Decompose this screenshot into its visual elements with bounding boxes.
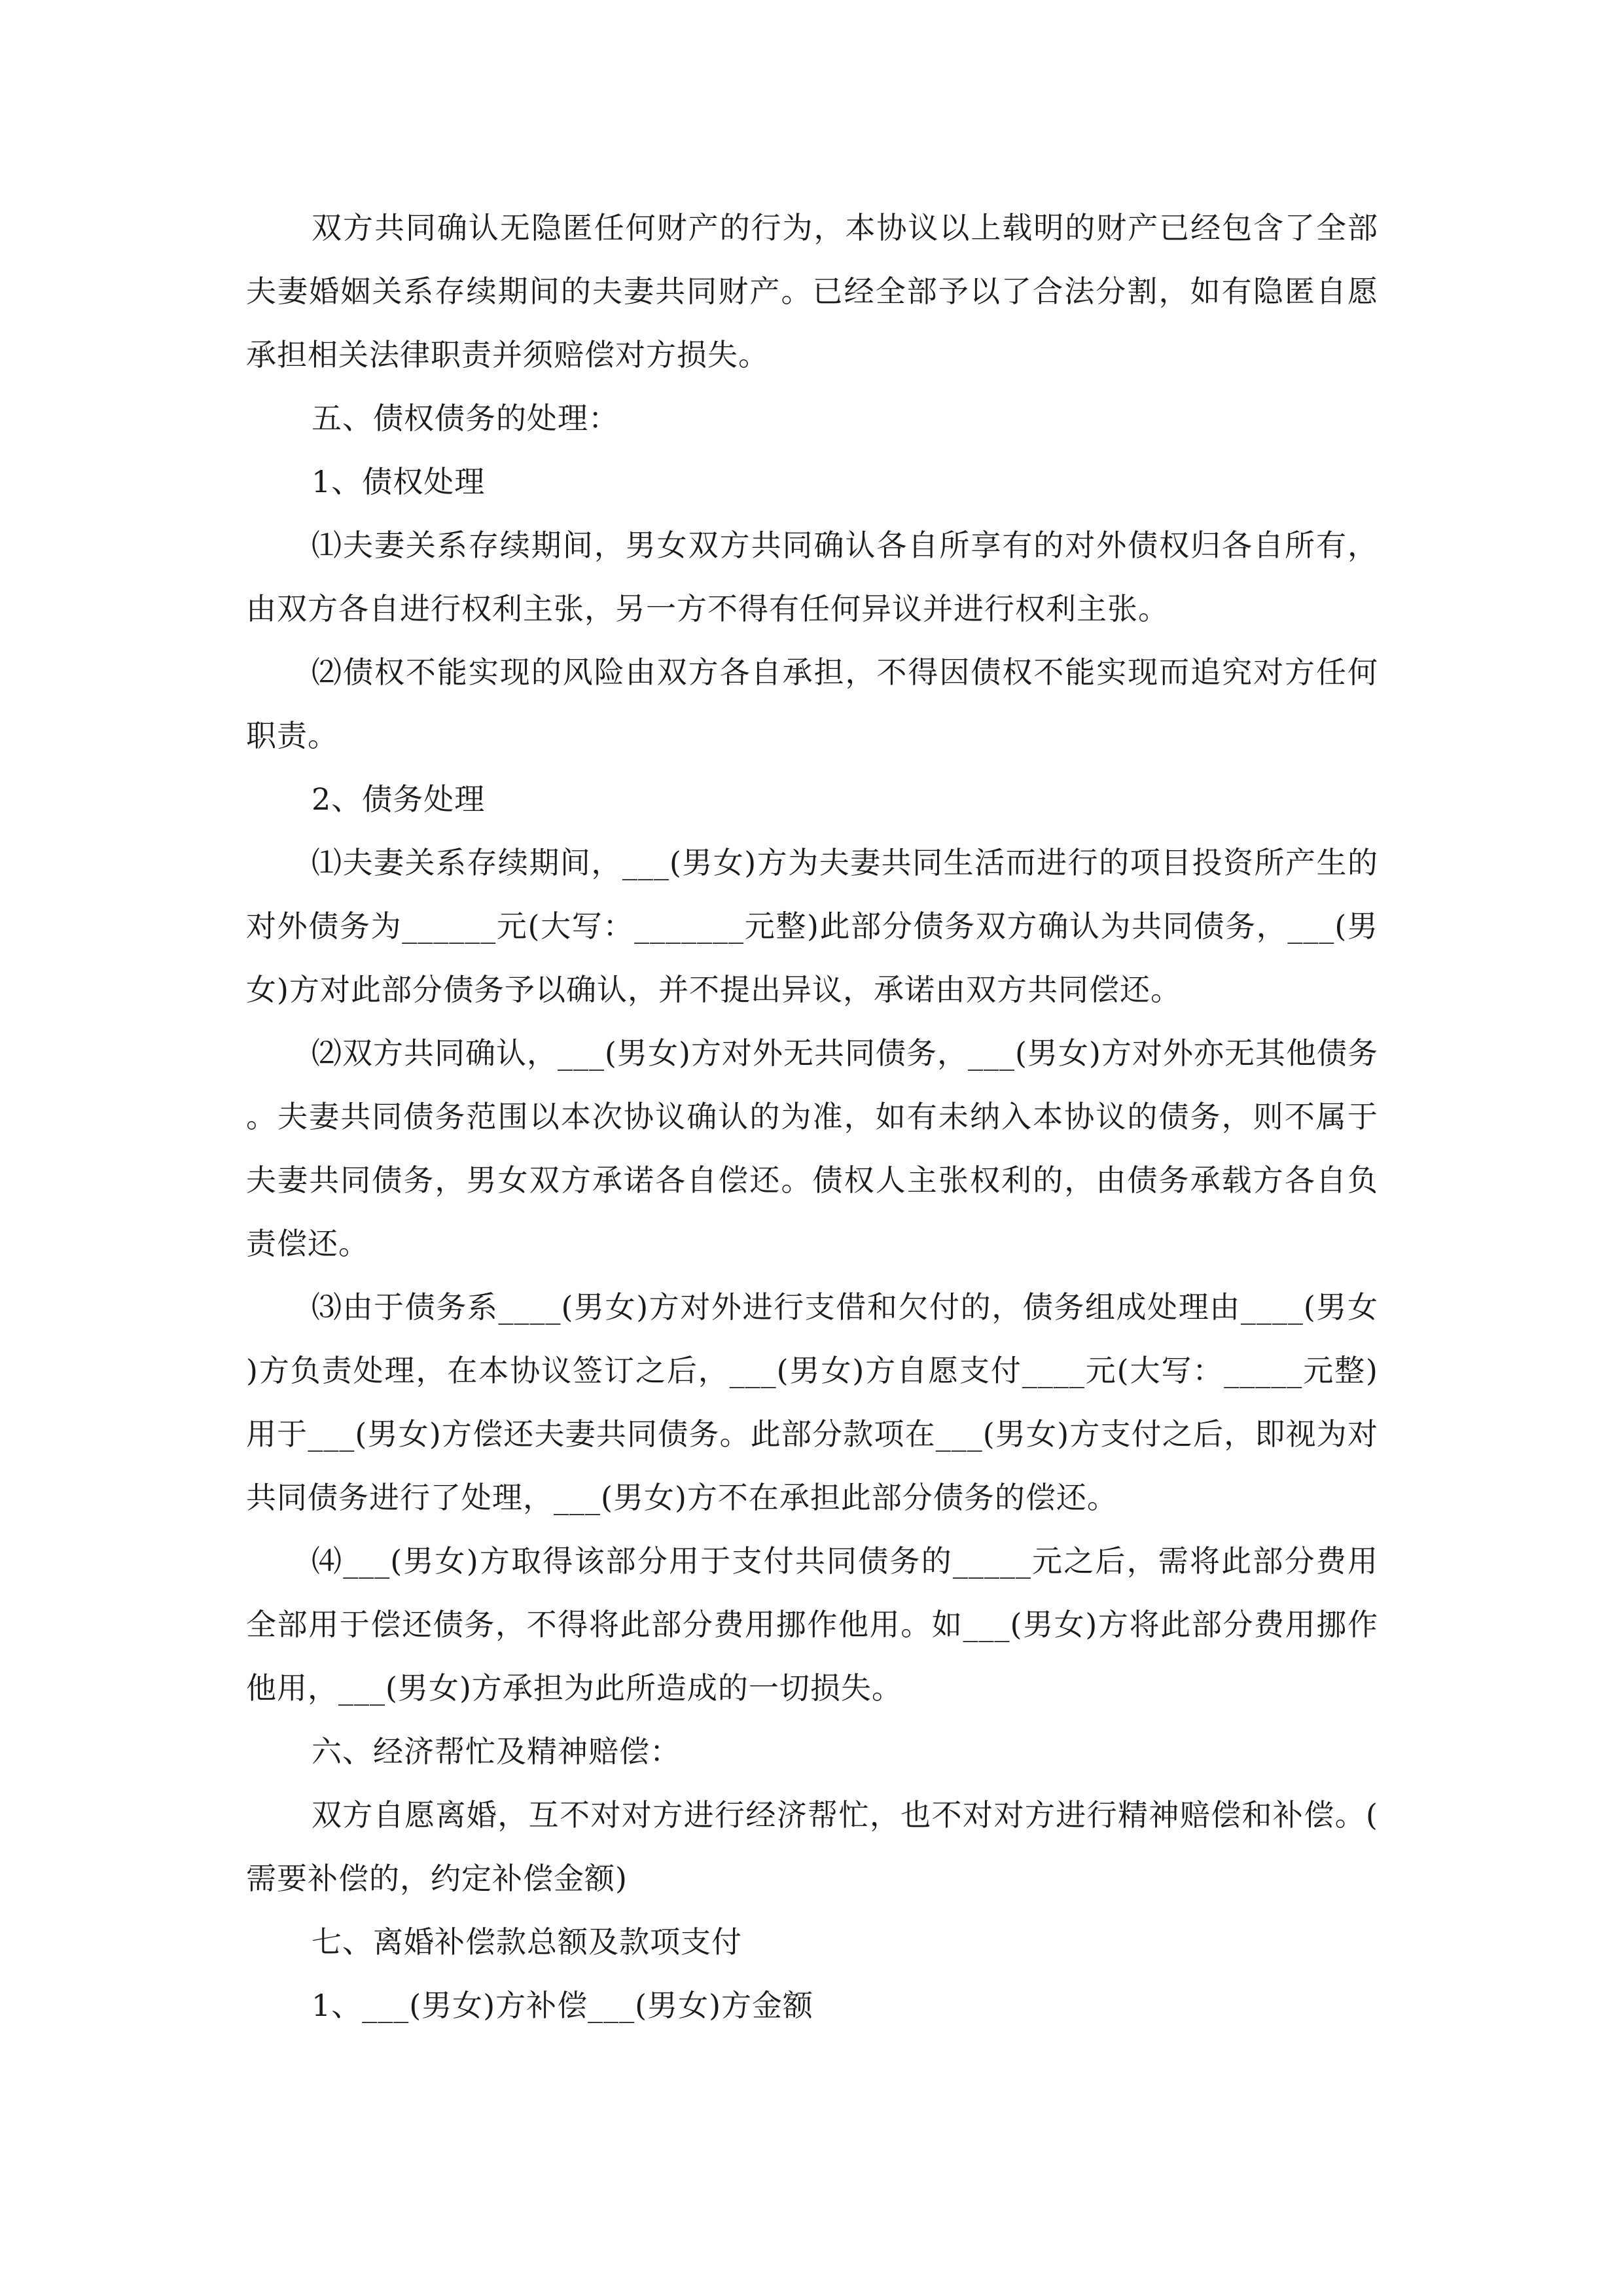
paragraph-creditor-rights-1: ⑴夫妻关系存续期间，男女双方共同确认各自所享有的对外债权归各自所有，由双方各自进行权利主张，另一方不得有任何异议并进行权利主张。 <box>246 528 1378 626</box>
subheading-creditor-rights: 1、债权处理 <box>312 464 486 499</box>
heading-section-6-compensation: 六、经济帮忙及精神赔偿： <box>312 1734 681 1769</box>
paragraph-debt-1: ⑴夫妻关系存续期间，___(男女)方为夫妻共同生活而进行的项目投资所产生的对外债务为______元(大写：_______元整)此部分债务双方确认为共同债务，___(男女)方对此部分债务予以确认，并不提出异议，承诺由双方共同偿还。 <box>246 845 1378 1007</box>
paragraph-compensation: 双方自愿离婚，互不对对方进行经济帮忙，也不对对方进行精神赔偿和补偿。(需要补偿的，约定补偿金额) <box>246 1797 1378 1896</box>
paragraph-debt-3: ⑶由于债务系____(男女)方对外进行支借和欠付的，债务组成处理由____(男女)方负责处理，在本协议签订之后，___(男女)方自愿支付____元(大写：_____元整)用于___(男女)方偿还夫妻共同债务。此部分款项在___(男女)方支付之后，即视为对共同债务进行了处理，___(男女)方不在承担此部分债务的偿还。 <box>246 1289 1378 1515</box>
subheading-debt-handling: 2、债务处理 <box>312 781 486 817</box>
paragraph-debt-4: ⑷___(男女)方取得该部分用于支付共同债务的_____元之后，需将此部分费用全部用于偿还债务，不得将此部分费用挪作他用。如___(男女)方将此部分费用挪作他用，___(男女)方承担为此所造成的一切损失。 <box>246 1543 1378 1706</box>
paragraph-property-confirmation: 双方共同确认无隐匿任何财产的行为，本协议以上载明的财产已经包含了全部夫妻婚姻关系存续期间的夫妻共同财产。已经全部予以了合法分割，如有隐匿自愿承担相关法律职责并须赔偿对方损失。 <box>246 210 1378 372</box>
paragraph-creditor-rights-2: ⑵债权不能实现的风险由双方各自承担，不得因债权不能实现而追究对方任何职责。 <box>246 655 1378 753</box>
paragraph-debt-2: ⑵双方共同确认，___(男女)方对外无共同债务，___(男女)方对外亦无其他债务。夫妻共同债务范围以本次协议确认的为准，如有未纳入本协议的债务，则不属于夫妻共同债务，男女双方承诺各自偿还。债权人主张权利的，由债务承载方各自负责偿还。 <box>246 1035 1378 1261</box>
heading-section-7-payment: 七、离婚补偿款总额及款项支付 <box>312 1924 742 1960</box>
paragraph-payment-1: 1、___(男女)方补偿___(男女)方金额 <box>312 1988 814 2023</box>
document-body <box>246 196 1378 2037</box>
heading-section-5-debts: 五、债权债务的处理： <box>312 401 619 436</box>
